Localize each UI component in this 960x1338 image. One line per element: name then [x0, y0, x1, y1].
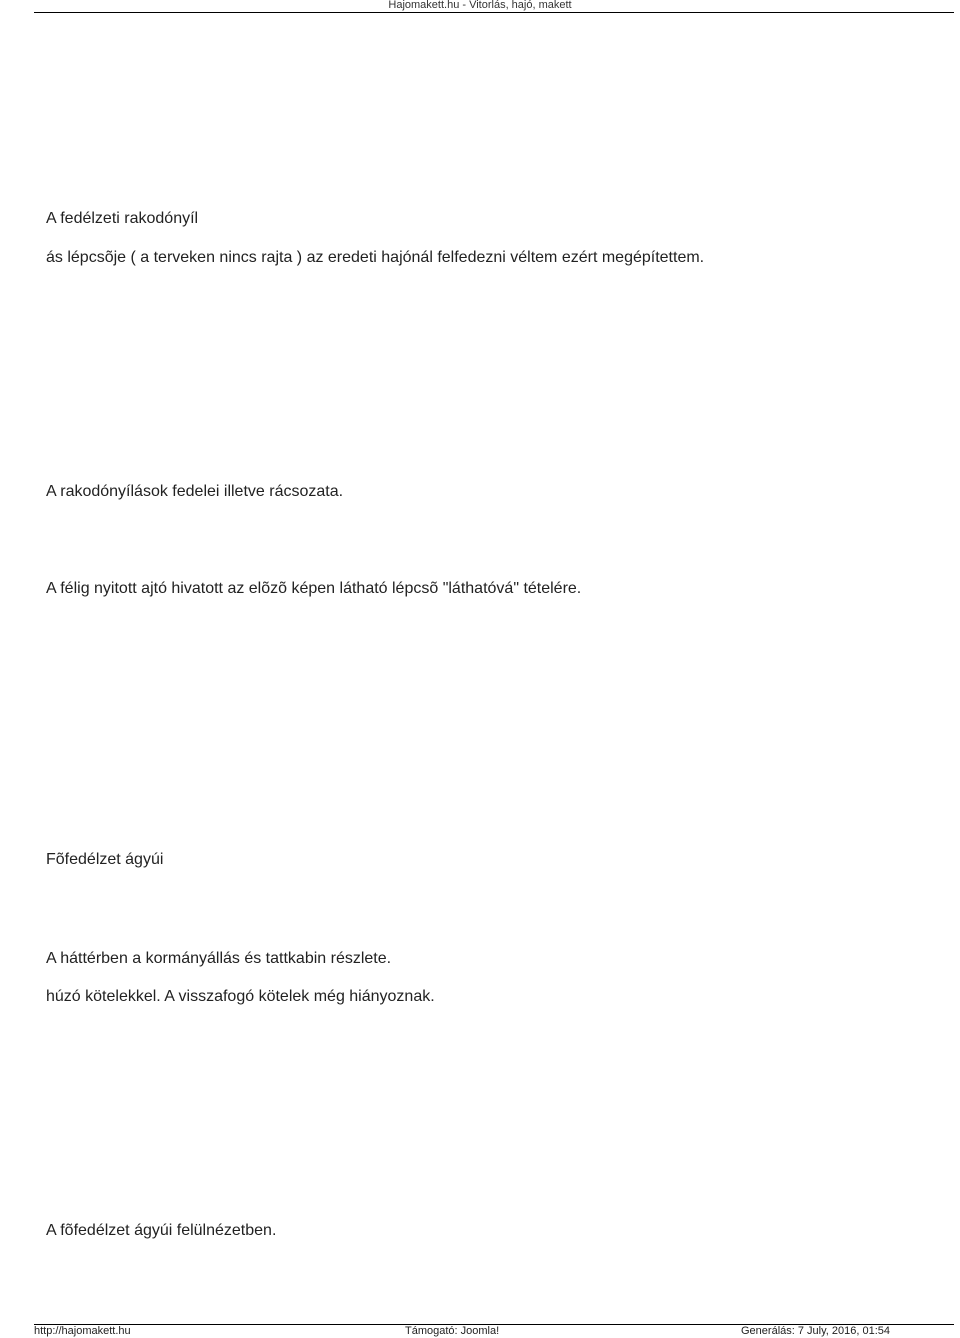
footer-site-url[interactable]: http://hajomakett.hu [34, 1325, 131, 1337]
page-header-title: Hajomakett.hu - Vitorlás, hajó, makett [388, 0, 572, 11]
paragraph-main-deck-guns: Fõfedélzet ágyúi [46, 851, 164, 868]
paragraph-deck-hatch-title: A fedélzeti rakodónyíl [46, 210, 199, 227]
paragraph-hatch-covers: A rakodónyílások fedelei illetve rácsozata. [46, 483, 344, 500]
paragraph-half-open-door: A félig nyitott ajtó hivatott az elõzõ képen látható lépcsõ "láthatóvá" tételére. [46, 580, 582, 597]
paragraph-hatch-stairs: ás lépcsõje ( a terveken nincs rajta ) az eredeti hajónál felfedezni véltem ezért megépítettem. [46, 249, 705, 266]
paragraph-background-detail: A háttérben a kormányállás és tattkabin részlete. [46, 950, 392, 967]
footer-generated-date: Generálás: 7 July, 2016, 01:54 [741, 1325, 891, 1337]
header-divider [34, 12, 954, 13]
paragraph-guns-top-view: A fõfedélzet ágyúi felülnézetben. [46, 1222, 277, 1239]
footer-sponsor: Támogató: Joomla! [405, 1325, 500, 1337]
paragraph-ropes: húzó kötelekkel. A visszafogó kötelek még hiányoznak. [46, 988, 435, 1005]
